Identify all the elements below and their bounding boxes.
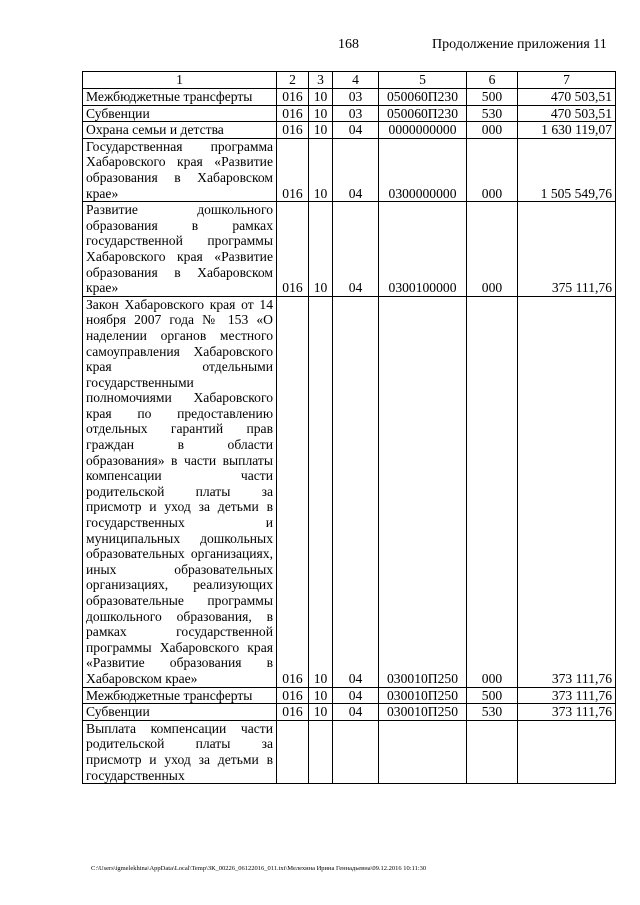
cell-code-ministry: 016 (277, 105, 309, 122)
cell-code-ministry (277, 720, 309, 783)
cell-amount: 373 111,76 (518, 704, 616, 721)
row-name: Развитие дошкольного образования в рамках государственной программы Хабаровского края «Развитие образования в Хабаровском крае» (83, 202, 277, 297)
cell-code-subsection: 04 (333, 122, 379, 139)
cell-code-expense-type: 000 (467, 138, 518, 201)
column-header: 1 (83, 72, 277, 89)
cell-code-ministry: 016 (277, 89, 309, 106)
cell-code-section: 10 (309, 138, 333, 201)
cell-code-subsection (333, 720, 379, 783)
row-name: Субвенции (83, 105, 277, 122)
cell-code-target: 0300100000 (379, 202, 467, 297)
column-header: 3 (309, 72, 333, 89)
row-name: Субвенции (83, 704, 277, 721)
cell-code-expense-type: 500 (467, 89, 518, 106)
cell-code-expense-type: 000 (467, 202, 518, 297)
row-name: Охрана семьи и детства (83, 122, 277, 139)
cell-amount: 373 111,76 (518, 296, 616, 687)
cell-code-expense-type: 000 (467, 122, 518, 139)
cell-code-ministry: 016 (277, 687, 309, 704)
cell-code-ministry: 016 (277, 704, 309, 721)
cell-code-ministry: 016 (277, 122, 309, 139)
cell-code-subsection: 04 (333, 202, 379, 297)
table-row (83, 687, 616, 704)
column-header: 2 (277, 72, 309, 89)
cell-code-target: 0000000000 (379, 122, 467, 139)
page-number: 168 (338, 37, 359, 52)
cell-code-expense-type: 530 (467, 105, 518, 122)
cell-amount: 375 111,76 (518, 202, 616, 297)
budget-table (82, 71, 616, 784)
table-row (83, 122, 616, 139)
cell-code-subsection: 04 (333, 704, 379, 721)
cell-amount: 470 503,51 (518, 89, 616, 106)
cell-code-section: 10 (309, 704, 333, 721)
cell-amount: 373 111,76 (518, 687, 616, 704)
cell-code-target: 0300000000 (379, 138, 467, 201)
column-header: 7 (518, 72, 616, 89)
table-row (83, 105, 616, 122)
cell-code-ministry: 016 (277, 296, 309, 687)
row-name: Государственная программа Хабаровского края «Развитие образования в Хабаровском крае» (83, 138, 277, 201)
table-row (83, 89, 616, 106)
cell-amount: 470 503,51 (518, 105, 616, 122)
cell-code-target (379, 720, 467, 783)
cell-code-expense-type: 530 (467, 704, 518, 721)
cell-code-section: 10 (309, 105, 333, 122)
file-path-footer: C:\Users\igmelekhina\AppData\Local\Temp\ЗК_00226_06122016_011.txt\Мелехина Ирина Геннадьевна\09.12.2016 10:11:30 (91, 865, 427, 872)
cell-code-section: 10 (309, 202, 333, 297)
column-header: 5 (379, 72, 467, 89)
cell-code-subsection: 04 (333, 138, 379, 201)
cell-code-subsection: 03 (333, 105, 379, 122)
cell-amount (518, 720, 616, 783)
row-name: Закон Хабаровского края от 14 ноября 2007 года № 153 «О наделении органов местного самоуправления Хабаровского края отдельными государственными полномочиями Хабаровского края по предоставлению отдельных гарантий прав граждан в области образования» в части выплаты компенсации части родительской платы за присмотр и уход за детьми в государственных и муниципальных дошкольных образовательных организациях, иных образовательных организациях, реализующих образовательные программы дошкольного образования, в рамках государственной программы Хабаровского края «Развитие образования в Хабаровском крае» (83, 296, 277, 687)
cell-code-expense-type (467, 720, 518, 783)
table-row (83, 720, 616, 783)
cell-code-target: 050060П230 (379, 89, 467, 106)
cell-code-subsection: 04 (333, 296, 379, 687)
row-name: Межбюджетные трансферты (83, 687, 277, 704)
cell-code-subsection: 04 (333, 687, 379, 704)
cell-amount: 1 505 549,76 (518, 138, 616, 201)
table-row (83, 138, 616, 201)
cell-code-section: 10 (309, 296, 333, 687)
cell-code-expense-type: 000 (467, 296, 518, 687)
cell-code-ministry: 016 (277, 202, 309, 297)
cell-code-section: 10 (309, 122, 333, 139)
column-header: 6 (467, 72, 518, 89)
cell-amount: 1 630 119,07 (518, 122, 616, 139)
cell-code-section: 10 (309, 89, 333, 106)
continuation-label: Продолжение приложения 11 (432, 37, 607, 52)
cell-code-section: 10 (309, 687, 333, 704)
row-name: Выплата компенсации части родительской платы за присмотр и уход за детьми в государственных (83, 720, 277, 783)
cell-code-target: 050060П230 (379, 105, 467, 122)
cell-code-ministry: 016 (277, 138, 309, 201)
row-name: Межбюджетные трансферты (83, 89, 277, 106)
cell-code-target: 030010П250 (379, 704, 467, 721)
cell-code-target: 030010П250 (379, 687, 467, 704)
cell-code-target: 030010П250 (379, 296, 467, 687)
cell-code-expense-type: 500 (467, 687, 518, 704)
table-row (83, 704, 616, 721)
cell-code-section (309, 720, 333, 783)
table-row (83, 296, 616, 687)
table-row (83, 202, 616, 297)
column-header: 4 (333, 72, 379, 89)
cell-code-subsection: 03 (333, 89, 379, 106)
table-header-row (83, 72, 616, 89)
